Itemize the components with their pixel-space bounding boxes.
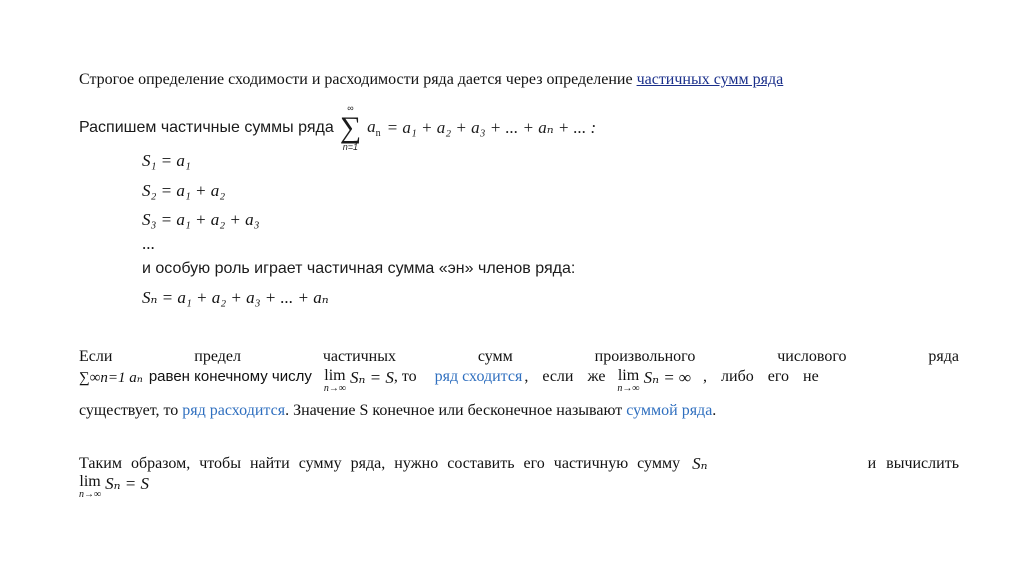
sum-formula: = a₁ + a₂ + a₃ + ... + aₙ + ... :	[386, 118, 597, 137]
limit-1: lim n→∞	[323, 367, 346, 394]
limit-2-expr: Sₙ = ∞	[643, 368, 692, 387]
diverges-term: ряд расходится	[182, 402, 286, 419]
para3-line1: Таким образом, чтобы найти сумму ряда, нужно составить его частичную сумму Sₙ и вычислить	[79, 454, 959, 473]
limit-1-expr: Sₙ = S	[350, 368, 394, 387]
partial-sums-link[interactable]: частичных сумм ряда	[636, 71, 784, 88]
para2-line1: Если предел частичных сумм произвольного числового ряда	[79, 348, 959, 365]
s3-formula: S₃ = a₁ + a₂ + a₃	[142, 210, 260, 229]
ellipsis: ...	[142, 234, 155, 253]
sn-formula: Sₙ = a₁ + a₂ + a₃ + ... + aₙ	[142, 288, 329, 307]
limit-2: lim n→∞	[617, 367, 640, 394]
scan-lead: Распишем частичные суммы ряда	[79, 119, 334, 136]
scan-lead-row: Распишем частичные суммы ряда ∞ ∑ n=1 $a_n$ = a₁ + a₂ + a₃ + ... + aₙ + ... :	[79, 103, 597, 152]
s2-formula: S₂ = a₁ + a₂	[142, 181, 226, 200]
or-not-text: , либо его не	[703, 368, 819, 385]
sum-symbol: ∞ ∑ n=1	[339, 103, 362, 152]
intro-text: Строгое определение сходимости и расходимости ряда дается через определение	[79, 71, 637, 88]
sum-of-series-term: суммой ряда	[626, 402, 713, 419]
series-notation: ∑∞n=1 aₙ	[79, 370, 143, 386]
special-role-text: и особую роль играет частичная сумма «эн» членов ряда:	[142, 260, 576, 277]
para3-sn: Sₙ	[692, 454, 708, 473]
para2-line2: ∑∞n=1 aₙ равен конечному числу lim n→∞ Sₙ = S , то ряд сходится , если же lim n→∞ Sₙ = ∞ , либо его не	[79, 367, 819, 394]
limit-3-expr: Sₙ = S	[105, 474, 150, 493]
intro-sentence	[79, 71, 783, 89]
para2-line3: существует, то ряд расходится. Значение S конечное или бесконечное называют суммой ряда.	[79, 402, 717, 419]
converges-term: ряд сходится	[434, 368, 523, 385]
s1-formula: S₁ = a₁	[142, 151, 191, 170]
limit-3: lim n→∞	[79, 473, 102, 500]
para3-line2	[79, 474, 149, 500]
finite-text: равен конечному числу	[148, 368, 312, 385]
